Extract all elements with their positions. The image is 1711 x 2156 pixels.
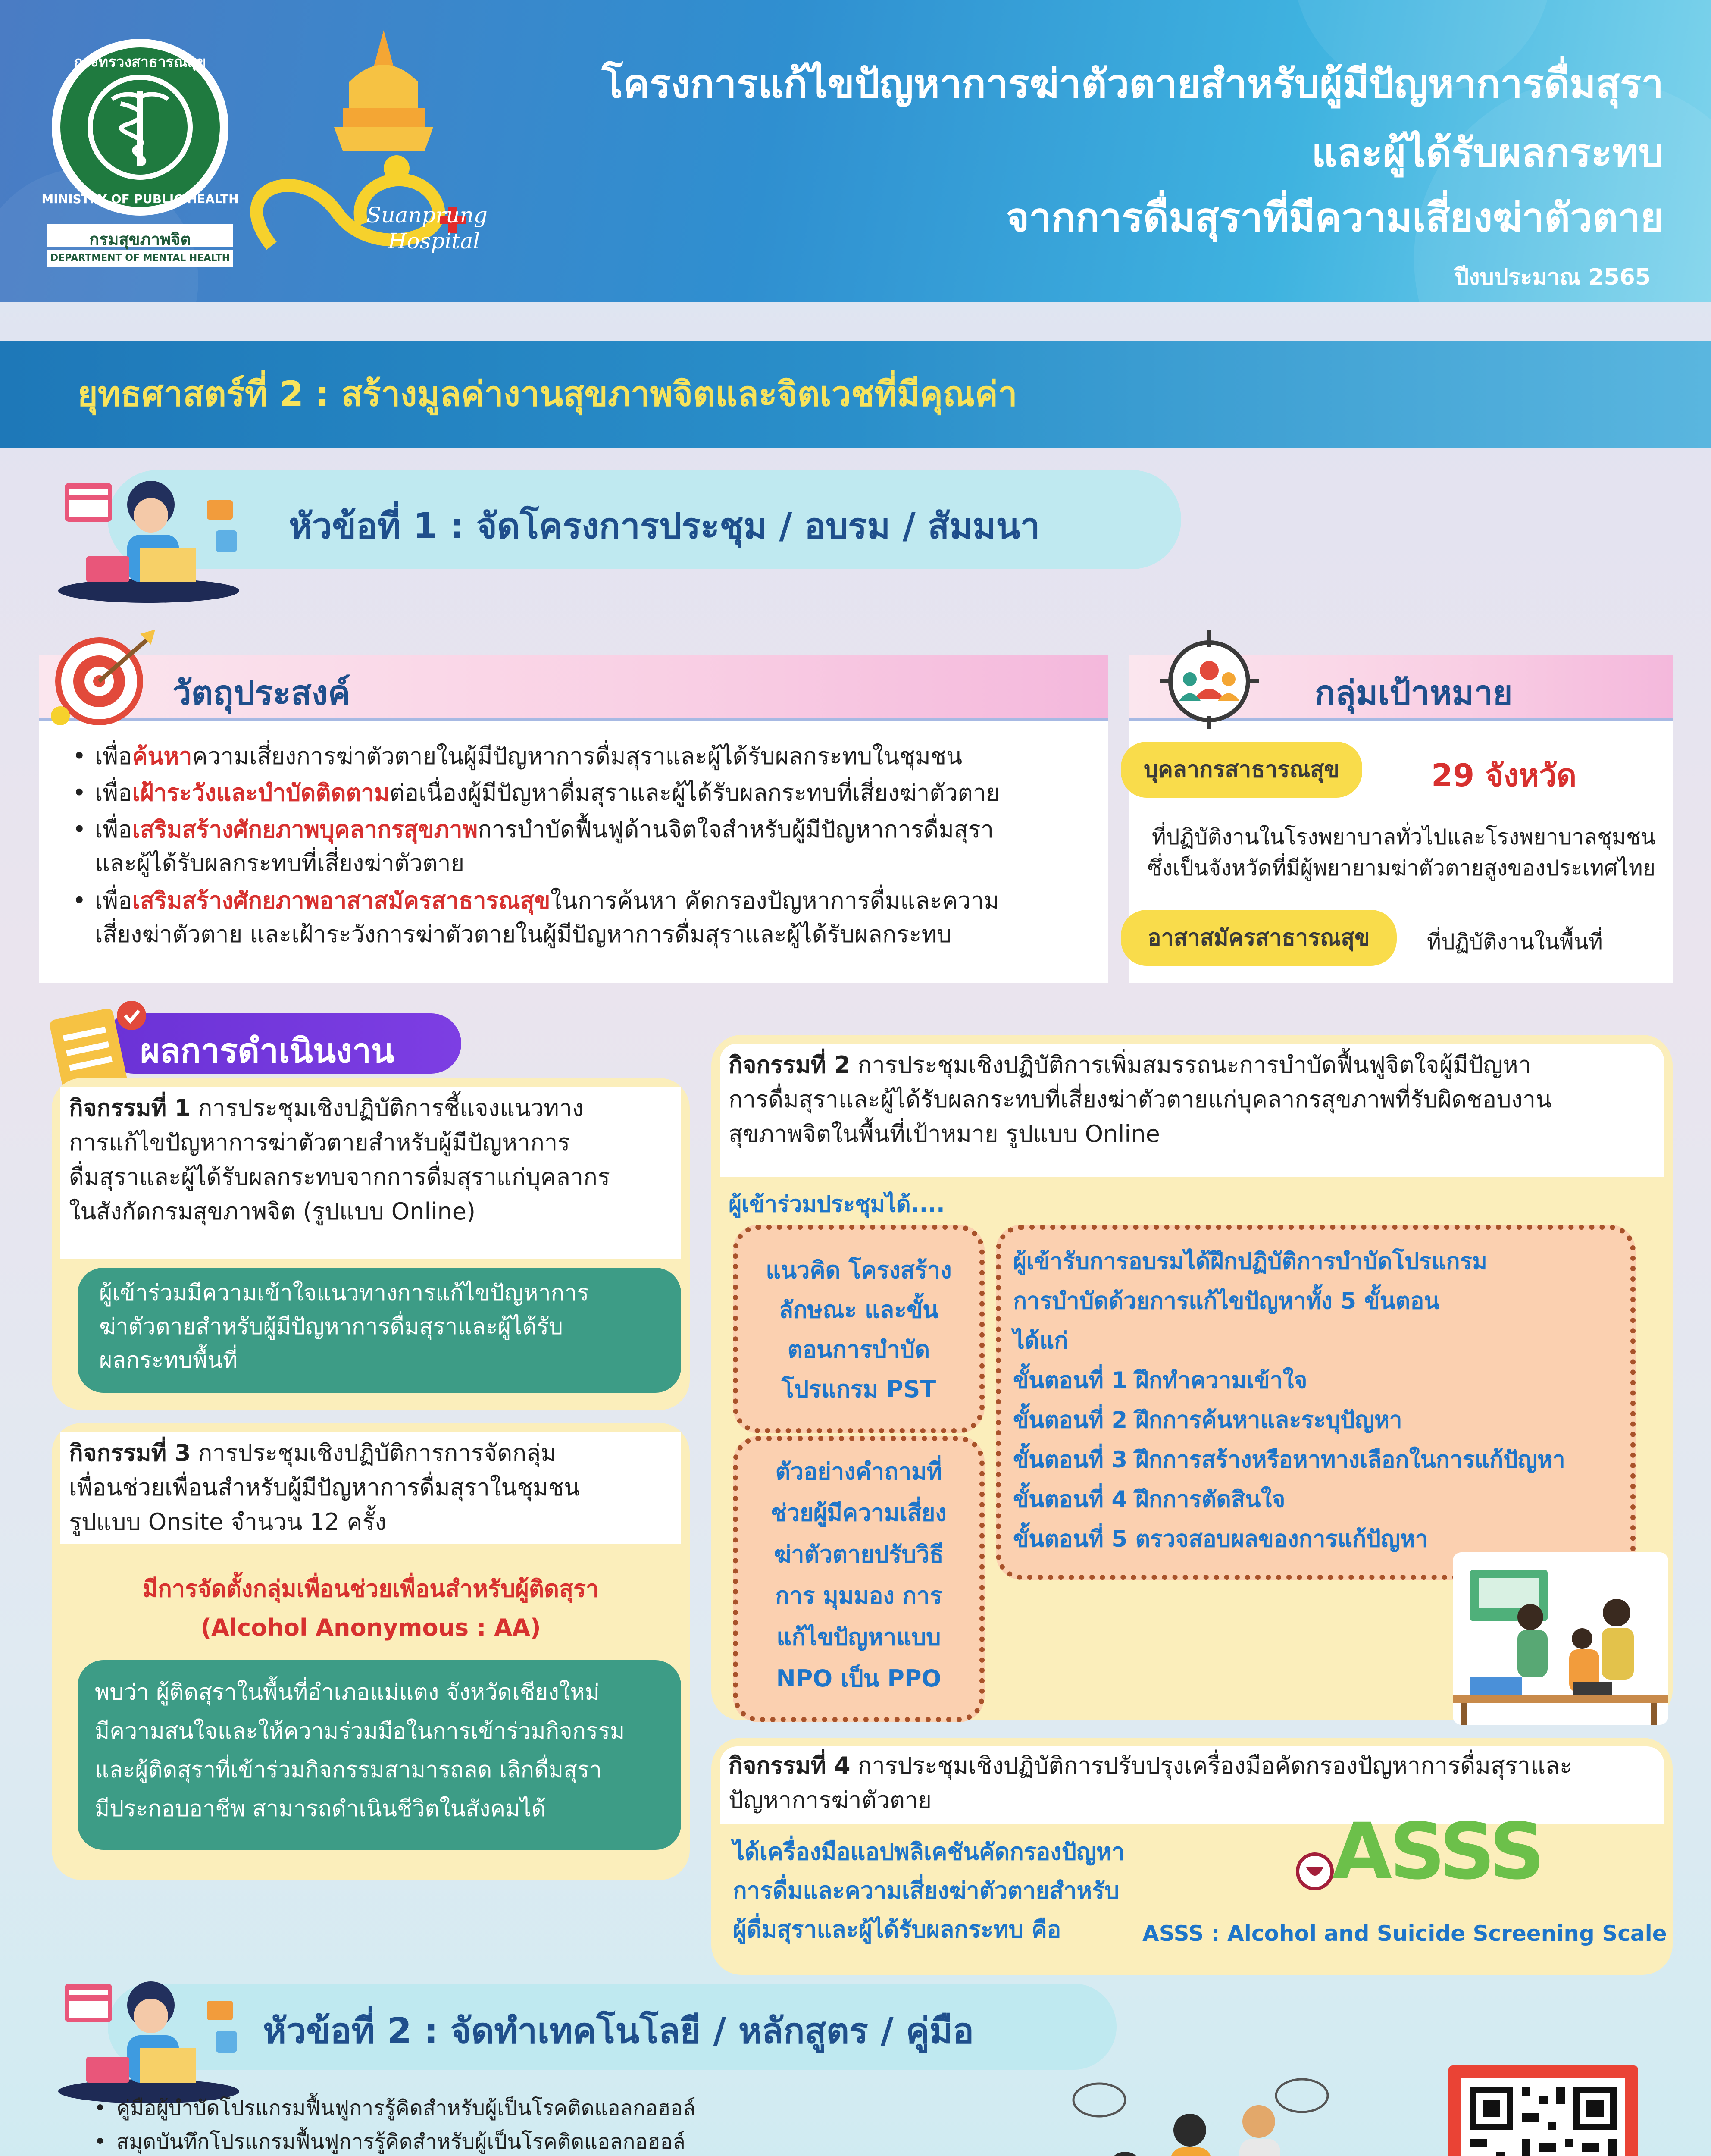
box2-line-2: ช่วยผู้มีความเสี่ยง — [771, 1499, 947, 1526]
activity3-label: กิจกรรมที่ 3 — [69, 1439, 191, 1467]
activity3-highlight-2: (Alcohol Anonymous : AA) — [200, 1614, 541, 1641]
manual-item-1: คู่มือผู้บำบัดโปรแกรมฟื้นฟูการรู้คิดสำหรับผู้เป็นโรคติดแอลกอฮอล์ — [116, 2096, 696, 2120]
box2-line-4: การ มุมมอง การ — [775, 1582, 942, 1609]
box1-line-2: ลักษณะ และขั้น — [779, 1296, 938, 1323]
results-heading: ผลการดำเนินงาน — [140, 1032, 394, 1071]
objective-item-4 — [95, 884, 1099, 951]
steps-intro-1: ผู้เข้ารับการอบรมได้ฝึกปฏิบัติการบำบัดโปรแกรม — [1013, 1248, 1487, 1275]
activity2-steps-text — [1013, 1242, 1638, 1559]
step-2: ขั้นตอนที่ 2 ฝึกการค้นหาและระบุปัญหา — [1013, 1407, 1402, 1433]
target-desc-1 — [1129, 821, 1655, 884]
objective-4-pre: เพื่อ — [95, 887, 132, 914]
activity1-description — [69, 1091, 681, 1229]
activity3-line-3: รูปแบบ Onsite จำนวน 12 ครั้ง — [69, 1508, 386, 1536]
moph-logo — [39, 34, 241, 276]
objective-4-text: ในการค้นหา คัดกรองปัญหาการดื่มและความ — [550, 887, 999, 914]
objective-3-highlight: เสริมสร้างศักยภาพบุคลากรสุขภาพ — [132, 816, 478, 843]
asss-fullname: ASSS : Alcohol and Suicide Screening Scale — [1142, 1921, 1667, 1946]
box1-line-1: แนวคิด โครงสร้าง — [766, 1257, 952, 1284]
moph-ring-bottom: MINISTRY OF PUBLIC HEALTH — [41, 192, 239, 206]
activity4-result-1: ได้เครื่องมือแอปพลิเคชันคัดกรองปัญหา — [733, 1838, 1125, 1865]
office-worker-illustration — [47, 466, 250, 604]
objective-3-text-2: และผู้ได้รับผลกระทบที่เสี่ยงฆ่าตัวตาย — [95, 849, 465, 877]
step-1: ขั้นตอนที่ 1 ฝึกทำความเข้าใจ — [1013, 1367, 1307, 1394]
activity1-result-1: ผู้เข้าร่วมมีความเข้าใจแนวทางการแก้ไขปัญหาการ — [99, 1280, 589, 1306]
suanprung-logo — [241, 22, 488, 289]
steps-intro-3: ได้แก่ — [1013, 1328, 1068, 1354]
activity3-highlight-1: มีการจัดตั้งกลุ่มเพื่อนช่วยเพื่อนสำหรับผู้ติดสุรา — [142, 1575, 599, 1602]
activity3-line-1: การประชุมเชิงปฏิบัติการการจัดกลุ่ม — [198, 1439, 556, 1467]
activity1-line-4: ในสังกัดกรมสุขภาพจิต (รูปแบบ Online) — [69, 1198, 476, 1225]
suanprung-name: Suanprung — [366, 203, 488, 228]
target-heading: กลุ่มเป้าหมาย — [1315, 674, 1513, 713]
box2-line-3: ฆ่าตัวตายปรับวิธี — [774, 1541, 944, 1568]
activity1-line-2: การแก้ไขปัญหาการฆ่าตัวตายสำหรับผู้มีปัญหาการ — [69, 1129, 570, 1156]
box2-line-1: ตัวอย่างคำถามที่ — [775, 1458, 942, 1485]
step-3: ขั้นตอนที่ 3 ฝึกการสร้างหรือหาทางเลือกในการแก้ปัญหา — [1013, 1447, 1565, 1473]
target-tag-health-personnel: บุคลากรสาธารณสุข — [1121, 742, 1362, 798]
objective-2-highlight: เฝ้าระวังและบำบัดติดตาม — [132, 779, 390, 806]
box1-line-3: ตอนการบำบัด — [787, 1336, 930, 1363]
activity3-highlight — [52, 1570, 690, 1647]
title-line-2: และผู้ได้รับผลกระทบ — [1311, 130, 1664, 176]
activity3-result — [95, 1673, 677, 1828]
discussion-illustration — [1060, 2070, 1388, 2156]
activity2-box-questions-text — [738, 1451, 979, 1699]
activity4-line-2: ปัญหาการฆ่าตัวตาย — [729, 1786, 932, 1814]
header-banner — [0, 0, 1711, 302]
dmh-th: กรมสุขภาพจิต — [89, 230, 191, 249]
objective-1-pre: เพื่อ — [95, 743, 132, 770]
objective-3-pre: เพื่อ — [95, 816, 132, 843]
activity3-result-4: มีประกอบอาชีพ สามารถดำเนินชีวิตในสังคมได้ — [95, 1796, 546, 1822]
activity1-line-1: การประชุมเชิงปฏิบัติการชี้แจงแนวทาง — [198, 1094, 584, 1122]
step-4: ขั้นตอนที่ 4 ฝึกการตัดสินใจ — [1013, 1486, 1286, 1513]
activity2-line-1: การประชุมเชิงปฏิบัติการเพิ่มสมรรถนะการบำบัดฟื้นฟูจิตใจผู้มีปัญหา — [857, 1051, 1532, 1078]
box2-line-6: NPO เป็น PPO — [776, 1665, 942, 1692]
activity2-participants-heading: ผู้เข้าร่วมประชุมได้.... — [729, 1191, 945, 1217]
activity3-description — [69, 1436, 681, 1539]
activity1-line-3: ดื่มสุราและผู้ได้รับผลกระทบจากการดื่มสุราแก่บุคลากร — [69, 1163, 610, 1191]
target-tag-volunteers: อาสาสมัครสาธารณสุข — [1121, 910, 1397, 966]
asss-logo — [1289, 1798, 1543, 1897]
objective-item-2 — [95, 776, 1099, 810]
topic2-title: หัวข้อที่ 2 : จัดทำเทคโนโลยี / หลักสูตร / คู่มือ — [263, 2011, 974, 2052]
objective-1-highlight: ค้นหา — [132, 743, 192, 770]
strategy-title: ยุทธศาสตร์ที่ 2 : สร้างมูลค่างานสุขภาพจิตและจิตเวชที่มีคุณค่า — [78, 374, 1017, 414]
activity3-result-3: และผู้ติดสุราที่เข้าร่วมกิจกรรมสามารถลด เลิกดื่มสุรา — [95, 1757, 602, 1783]
title-line-3: จากการดื่มสุราที่มีความเสี่ยงฆ่าตัวตาย — [1006, 194, 1664, 241]
steps-intro-2: การบำบัดด้วยการแก้ไขปัญหาทั้ง 5 ขั้นตอน — [1013, 1288, 1440, 1314]
target-desc-1a: ที่ปฏิบัติงานในโรงพยาบาลทั่วไปและโรงพยาบาลชุมชน — [1151, 824, 1655, 849]
step-5: ขั้นตอนที่ 5 ตรวจสอบผลของการแก้ปัญหา — [1013, 1526, 1428, 1552]
manual-item-2: สมุดบันทึกโปรแกรมฟื้นฟูการรู้คิดสำหรับผู้เป็นโรคติดแอลกอฮอล์ — [116, 2130, 685, 2154]
activity2-line-3: สุขภาพจิตในพื้นที่เป้าหมาย รูปแบบ Online — [729, 1120, 1160, 1147]
activity4-result-3: ผู้ดื่มสุราและผู้ได้รับผลกระทบ คือ — [733, 1916, 1061, 1943]
activity2-description — [729, 1048, 1664, 1151]
asss-wordmark: ASSS — [1332, 1807, 1543, 1897]
objectives-heading: วัตถุประสงค์ — [172, 674, 350, 713]
box2-line-5: แก้ไขปัญหาแบบ — [776, 1623, 941, 1651]
objective-item-1 — [95, 740, 1099, 773]
activity4-line-1: การประชุมเชิงปฏิบัติการปรับปรุงเครื่องมือคัดกรองปัญหาการดื่มสุราและ — [857, 1752, 1573, 1779]
objective-3-text: การบำบัดฟื้นฟูด้านจิตใจสำหรับผู้มีปัญหาการดื่มสุรา — [478, 816, 994, 843]
suanprung-hospital: Hospital — [388, 229, 480, 254]
target-provinces-count: 29 จังหวัด — [1431, 757, 1577, 793]
box1-line-4: โปรแกรม PST — [781, 1376, 936, 1403]
office-worker-illustration-2 — [47, 1966, 250, 2104]
objective-2-pre: เพื่อ — [95, 779, 132, 806]
target-dart-icon — [43, 630, 160, 729]
activity1-result-3: ผลกระทบพื้นที่ — [99, 1348, 238, 1373]
objective-2-text: ต่อเนื่องผู้มีปัญหาดื่มสุราและผู้ได้รับผลกระทบที่เสี่ยงฆ่าตัวตาย — [389, 779, 1000, 806]
objective-4-highlight: เสริมสร้างศักยภาพอาสาสมัครสาธารณสุข — [132, 887, 551, 914]
activity4-result-2: การดื่มและความเสี่ยงฆ่าตัวตายสำหรับ — [733, 1877, 1120, 1904]
activity1-result — [99, 1276, 673, 1377]
moph-ring-top: กระทรวงสาธารณสุข — [74, 53, 206, 71]
meeting-illustration — [1453, 1552, 1668, 1725]
dmh-en: DEPARTMENT OF MENTAL HEALTH — [50, 253, 230, 263]
target-group-icon — [1160, 630, 1259, 729]
activity1-result-2: ฆ่าตัวตายสำหรับผู้มีปัญหาการดื่มสุราและผู้ได้รับ — [99, 1314, 563, 1340]
qr-code[interactable] — [1461, 2078, 1625, 2156]
objective-4-text-2: เสี่ยงฆ่าตัวตาย และเฝ้าระวังการฆ่าตัวตายในผู้มีปัญหาการดื่มสุราและผู้ได้รับผลกระทบ — [95, 921, 952, 948]
activity1-label: กิจกรรมที่ 1 — [69, 1094, 191, 1122]
title-line-1: โครงการแก้ไขปัญหาการฆ่าตัวตายสำหรับผู้มีปัญหาการดื่มสุรา — [601, 61, 1664, 107]
topic1-title: หัวข้อที่ 1 : จัดโครงการประชุม / อบรม / สัมมนา — [289, 506, 1040, 547]
activity4-label: กิจกรรมที่ 4 — [729, 1752, 851, 1779]
activity3-result-2: มีความสนใจและให้ความร่วมมือในการเข้าร่วมกิจกรรม — [95, 1718, 625, 1744]
activity3-result-1: พบว่า ผู้ติดสุราในพื้นที่อำเภอแม่แตง จังหวัดเชียงใหม่ — [95, 1680, 600, 1705]
activity2-box-pst-text — [738, 1250, 979, 1409]
fiscal-year: ปีงบประมาณ 2565 — [1455, 264, 1651, 290]
activity2-line-2: การดื่มสุราและผู้ได้รับผลกระทบที่เสี่ยงฆ่าตัวตายแก่บุคลากรสุขภาพที่รับผิดชอบงาน — [729, 1086, 1552, 1113]
activity3-line-2: เพื่อนช่วยเพื่อนสำหรับผู้มีปัญหาการดื่มสุราในชุมชน — [69, 1474, 580, 1501]
objective-item-3 — [95, 813, 1099, 880]
target-desc-1b: ซึ่งเป็นจังหวัดที่มีผู้พยายามฆ่าตัวตายสูงของประเทศไทย — [1147, 856, 1655, 881]
objective-1-text: ความเสี่ยงการฆ่าตัวตายในผู้มีปัญหาการดื่มสุราและผู้ได้รับผลกระทบในชุมชน — [192, 743, 963, 770]
target-desc-2: ที่ปฏิบัติงานในพื้นที่ — [1427, 929, 1603, 954]
activity2-label: กิจกรรมที่ 2 — [729, 1051, 851, 1078]
